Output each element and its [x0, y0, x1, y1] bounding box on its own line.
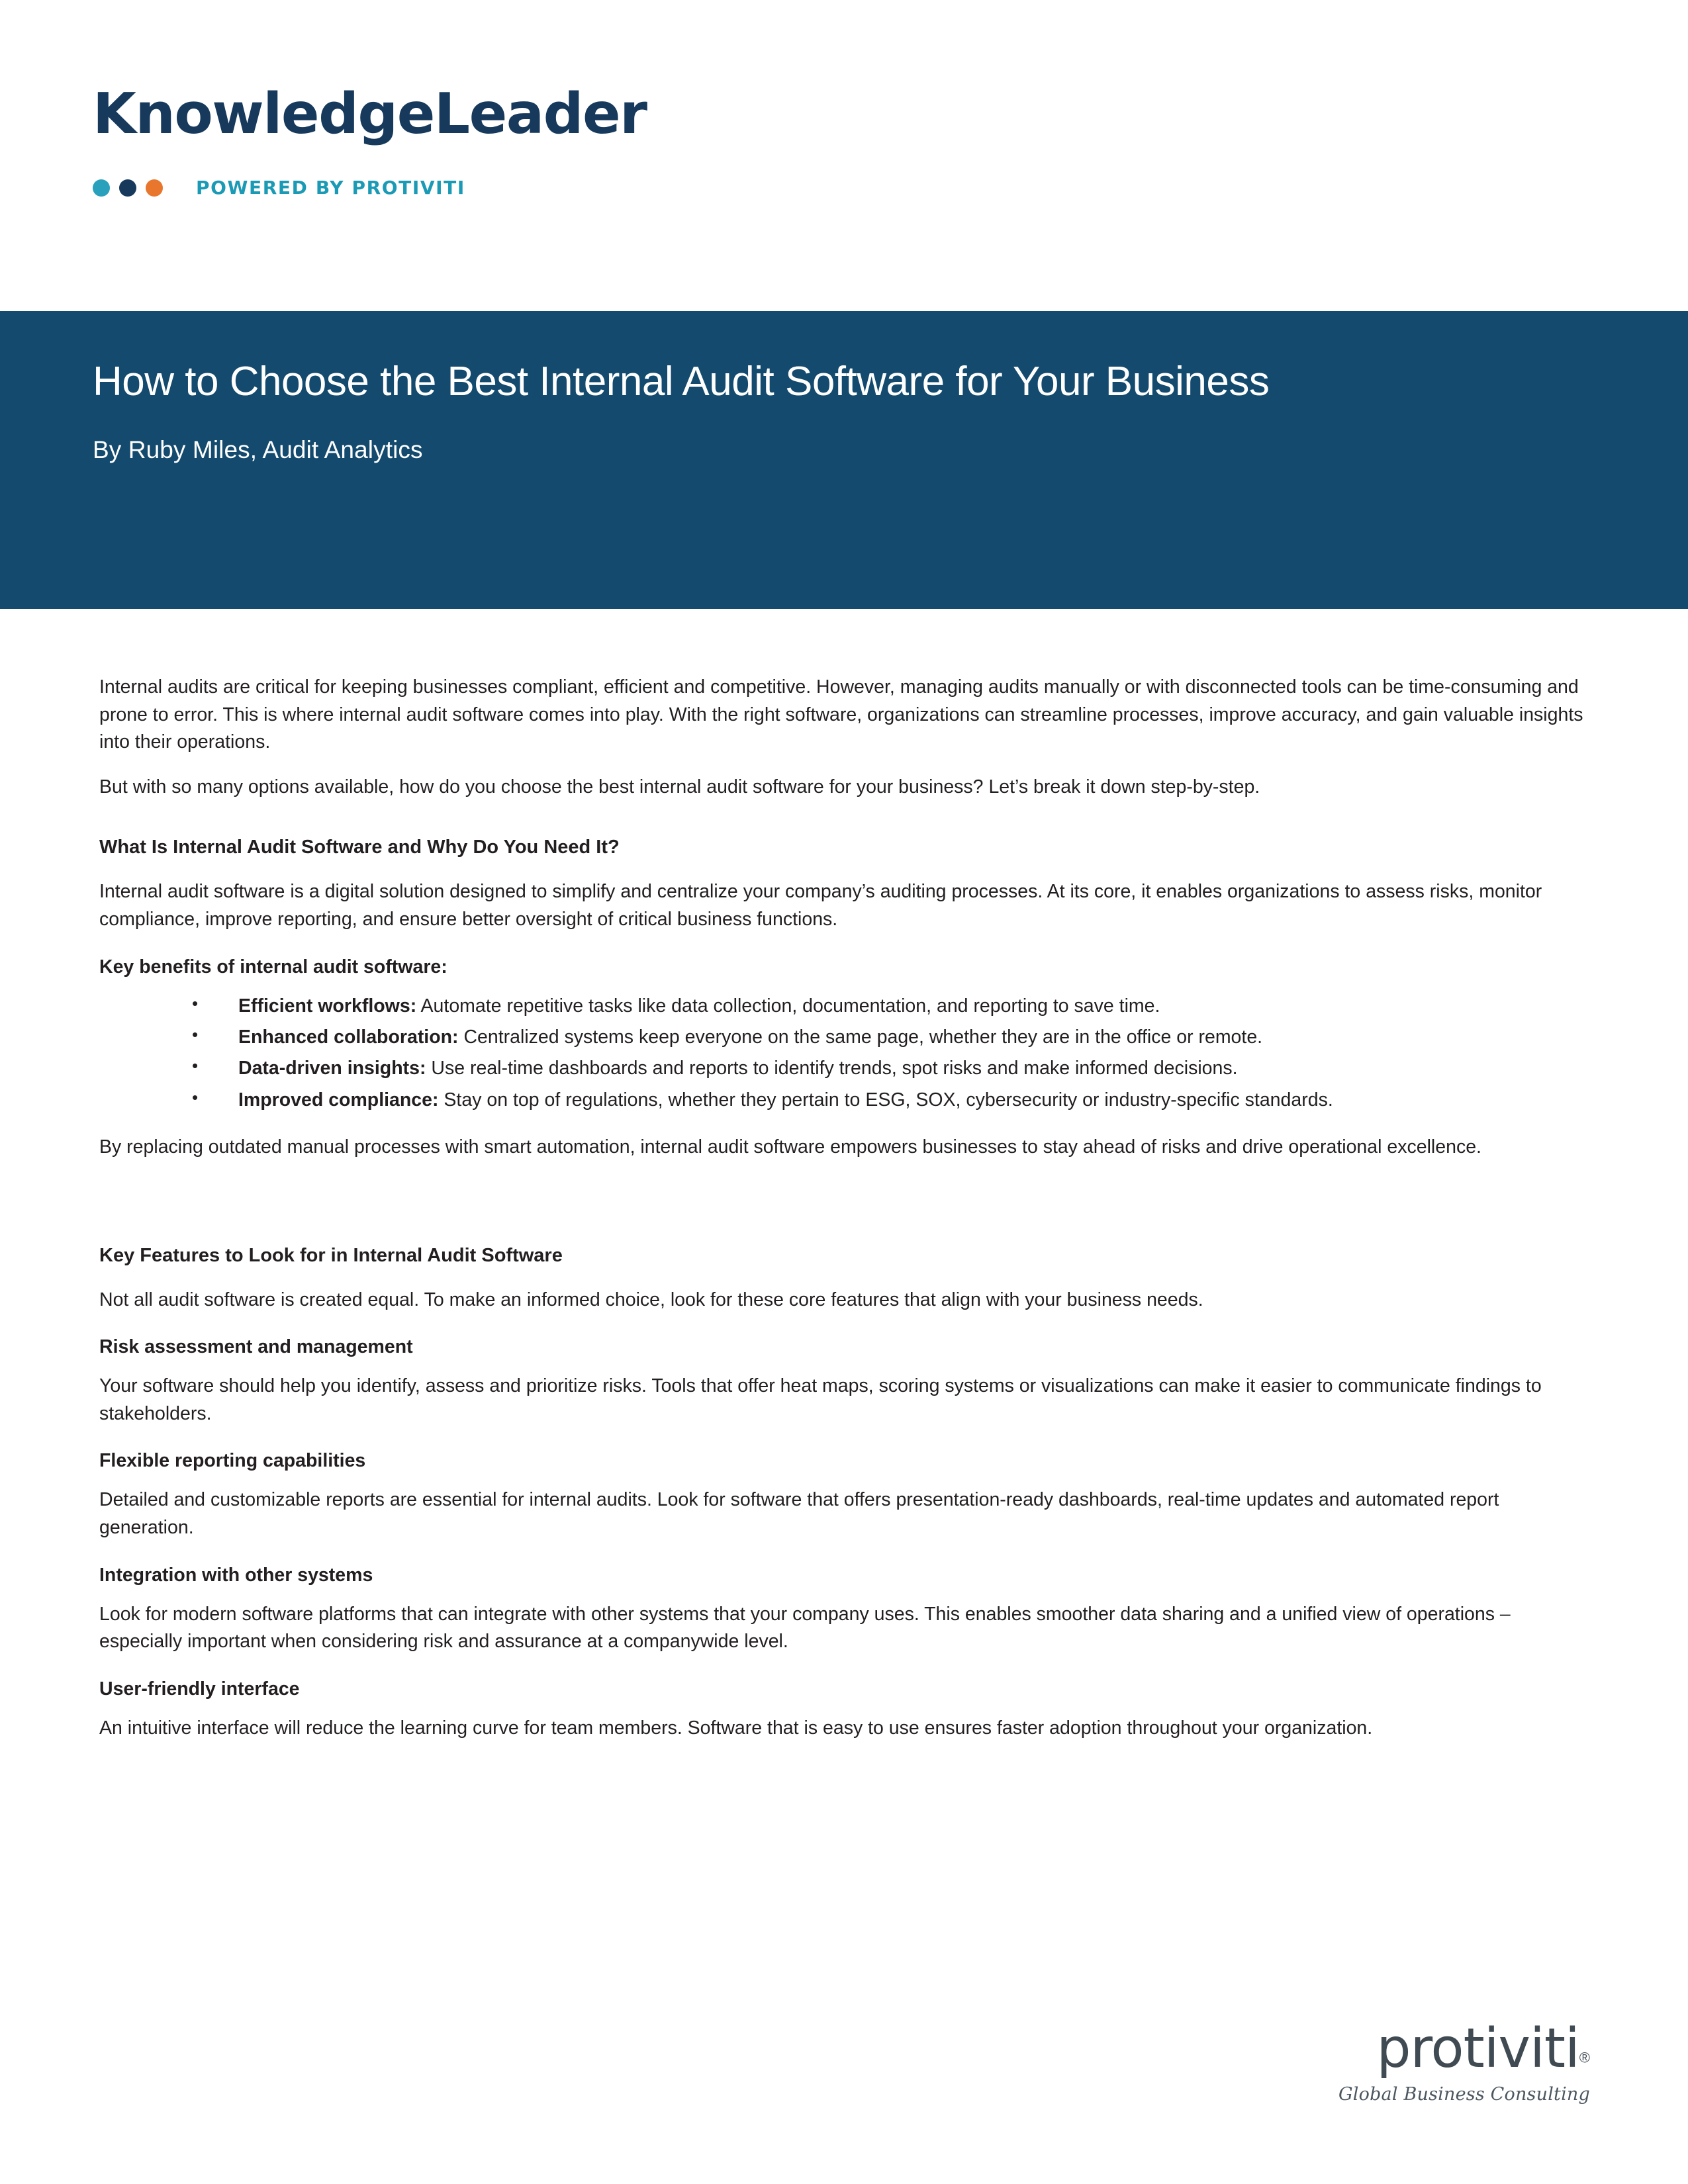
protiviti-wordmark: protiviti [1376, 2017, 1579, 2080]
feature-paragraph-reporting: Detailed and customizable reports are essential for internal audits. Look for software that offers presentation-ready dashboards, real-time updates and automated report generation. [99, 1489, 1499, 1538]
benefit-text: Stay on top of regulations, whether they pertain to ESG, SOX, cybersecurity or industry-specific standards. [438, 1089, 1333, 1111]
protiviti-logo [1338, 2017, 1590, 2105]
benefit-term: Efficient workflows: [238, 995, 417, 1017]
page-header [0, 0, 1688, 311]
registered-mark-icon: ® [1579, 2049, 1590, 2066]
section-2-paragraph: Not all audit software is created equal. To make an informed choice, look for these core features that align with your business needs. [99, 1289, 1203, 1310]
benefit-text: Use real-time dashboards and reports to identify trends, spot risks and make informed decisions. [426, 1058, 1238, 1079]
benefit-term: Data-driven insights: [238, 1058, 426, 1079]
dot-teal-icon [93, 179, 110, 197]
feature-heading-interface: User-friendly interface [99, 1678, 300, 1700]
key-benefits-list [99, 993, 1589, 1114]
intro-paragraph-2: But with so many options available, how do you choose the best internal audit software for your business? Let’s break it down step-by-step. [99, 776, 1260, 797]
benefit-text: Automate repetitive tasks like data collection, documentation, and reporting to save time. [416, 995, 1160, 1017]
benefit-term: Improved compliance: [238, 1089, 439, 1111]
protiviti-tagline: Global Business Consulting [1338, 2084, 1590, 2105]
section-heading-what-is: What Is Internal Audit Software and Why Do You Need It? [99, 837, 620, 858]
feature-heading-integration: Integration with other systems [99, 1564, 373, 1586]
section-spacer [99, 1179, 1589, 1209]
key-benefits-heading: Key benefits of internal audit software: [99, 956, 447, 978]
list-item [192, 993, 1582, 1020]
intro-paragraph-1: Internal audits are critical for keeping businesses compliant, efficient and competitive. However, managing audits manually or with disconnected tools can be time-consuming and prone to error. This is where internal audit software comes into play. With the right software, organizations can streamline processes, improve accuracy, and gain valuable insights into their operations. [99, 676, 1583, 753]
feature-paragraph-risk-assessment: Your software should help you identify, assess and prioritize risks. Tools that offer heat maps, scoring systems or visualizations can make it easier to communicate findings to stakeholders. [99, 1375, 1542, 1424]
feature-heading-reporting: Flexible reporting capabilities [99, 1450, 366, 1472]
protiviti-wordmark-row [1338, 2017, 1590, 2080]
section-1-paragraph: Internal audit software is a digital solution designed to simplify and centralize your company’s auditing processes. At its core, it enables organizations to assess risks, monitor compliance, improve reporting, and ensure better oversight of critical business functions. [99, 881, 1542, 931]
benefit-text: Centralized systems keep everyone on the same page, whether they are in the office or remote. [458, 1026, 1263, 1048]
list-item [192, 1087, 1582, 1114]
brand-tagline: POWERED BY PROTIVITI [196, 177, 465, 199]
article-body [0, 609, 1688, 1742]
dot-orange-icon [146, 179, 163, 197]
feature-paragraph-interface: An intuitive interface will reduce the learning curve for team members. Software that is easy to use ensures faster adoption throughout your organization. [99, 1717, 1373, 1739]
page-title: How to Choose the Best Internal Audit Software for Your Business [93, 359, 1270, 404]
benefit-term: Enhanced collaboration: [238, 1026, 459, 1048]
list-item [192, 1055, 1582, 1082]
dot-navy-icon [119, 179, 136, 197]
feature-heading-risk-assessment: Risk assessment and management [99, 1336, 413, 1358]
brand-dots [93, 179, 163, 197]
title-band [0, 311, 1688, 609]
feature-paragraph-integration: Look for modern software platforms that can integrate with other systems that your company uses. This enables smoother data sharing and a unified view of operations – especially important when considering risk and assurance at a companywide level. [99, 1603, 1511, 1653]
knowledgeleader-wordmark: KnowledgeLeader [93, 81, 647, 147]
brand-subrow [93, 177, 1688, 199]
list-item [192, 1024, 1582, 1051]
section-heading-key-features: Key Features to Look for in Internal Audit Software [99, 1244, 563, 1266]
byline: By Ruby Miles, Audit Analytics [93, 436, 423, 464]
section-1-closing-paragraph: By replacing outdated manual processes with smart automation, internal audit software empowers businesses to stay ahead of risks and drive operational excellence. [99, 1136, 1481, 1158]
